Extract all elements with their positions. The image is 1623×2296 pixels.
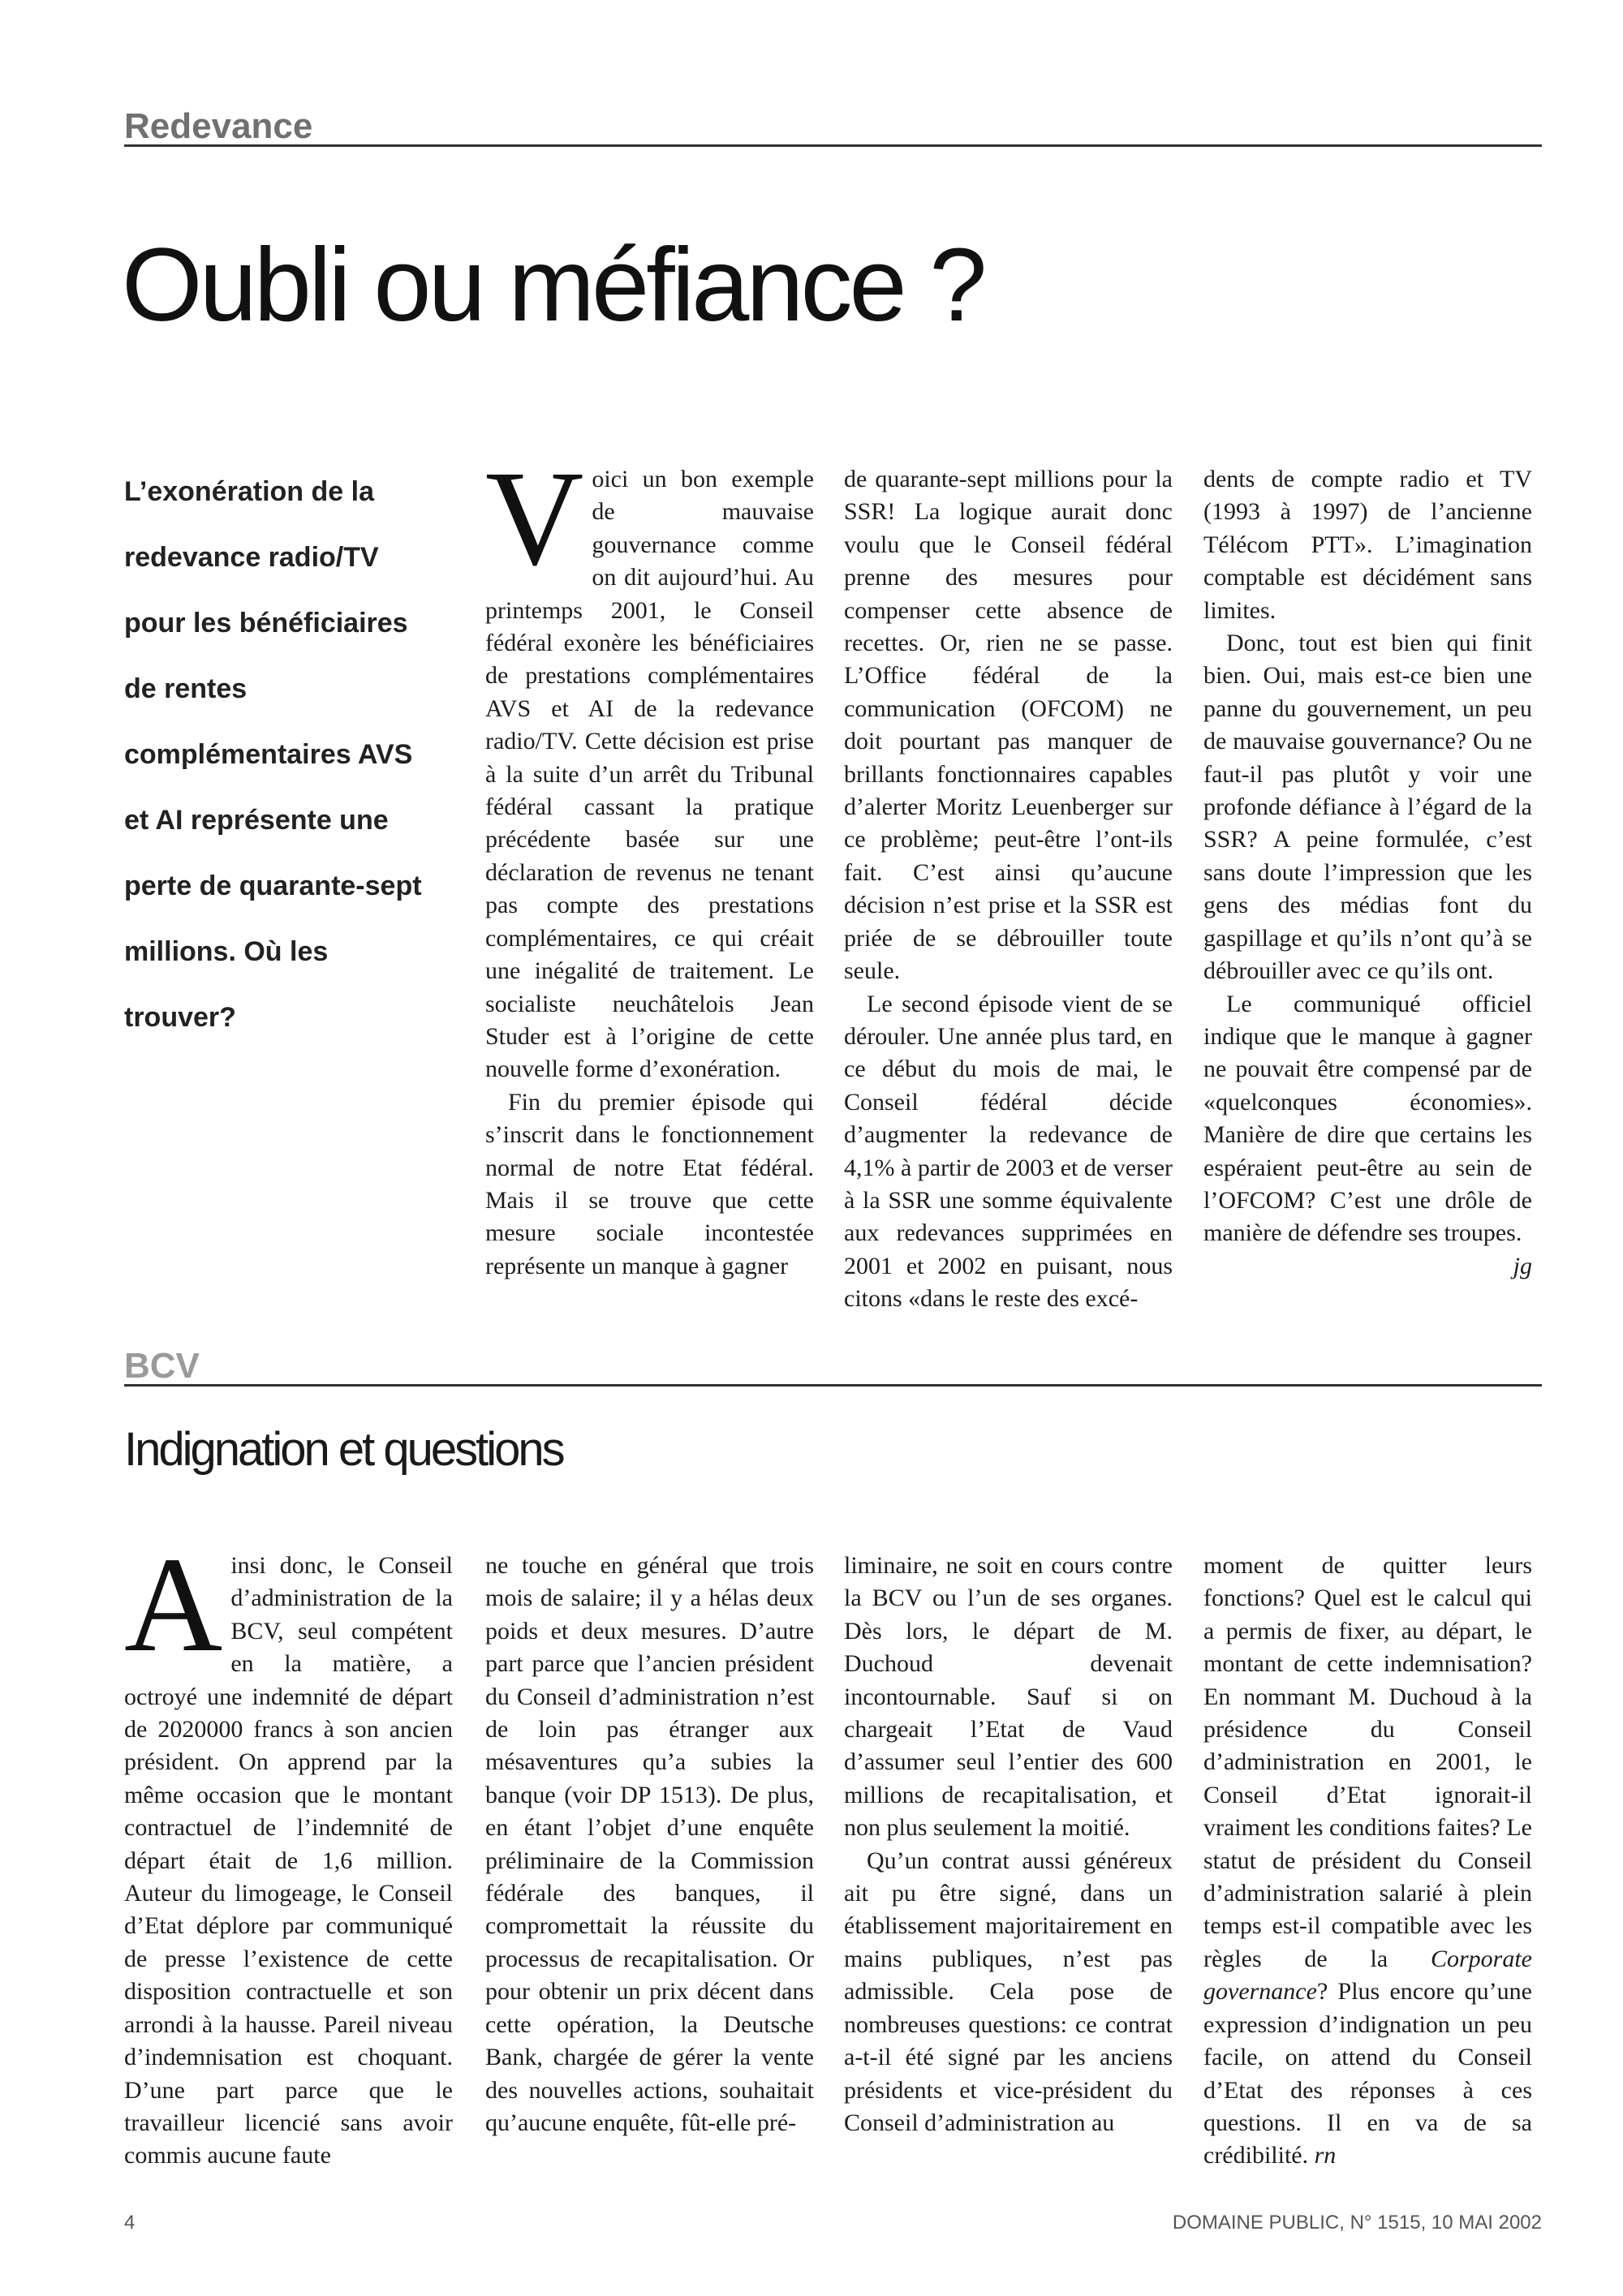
article-title: Indignation et questions (124, 1423, 563, 1476)
paragraph: Donc, tout est bien qui finit bien. Oui, mais est-ce bien une panne du gouvernement, un peu de mauvaise gouvernance? Ou ne faut-il pas plutôt y voir une profonde défiance à l’égard de la SSR? A peine formulée, c’est sans doute l’impression que les gens des médias font du gaspillage et qu’ils n’ont qu’à se débrouiller avec ce qu’ils ont. (1203, 630, 1532, 985)
paragraph: dents de compte radio et TV (1993 à 1997) de l’ancienne Télécom PTT». L’imagination comptable est décidément sans limites. (1203, 466, 1532, 624)
drop-cap: A (124, 1529, 223, 1680)
italic-term: Corporate governance (1203, 1945, 1532, 2006)
article-column-4 (1203, 1550, 1532, 2173)
section-rubric-redevance (124, 106, 1542, 147)
article-lead: L’exonération de la redevance radio/TV pour les bénéficiaires de rentes complémentaires AVS et AI représente une perte de quarante-sept millions. Où les trouver? (124, 476, 422, 1033)
paragraph: Qu’un contrat aussi généreux ait pu être signé, dans un établissement majoritairement en mains publiques, n’est pas admissible. Cela pose de nombreuses questions: ce contrat a-t-il été signé par les anciens présidents et vice-président du Conseil d’administration au (844, 1847, 1173, 2136)
rubric-label: Redevance (124, 106, 313, 146)
paragraph: de quarante-sept millions pour la SSR! La logique aurait donc voulu que le Conseil fédéral prenne des mesures pour compenser cette absence de recettes. Or, rien ne se passe. L’Office fédéral de la communication (OFCOM) ne doit pourtant pas manquer de brillants fonctionnaires capables d’alerter Moritz Leuenberger sur ce problème; peut-être l’ont-ils fait. C’est ainsi qu’aucune décision n’est prise et la SSR est priée de se débrouiller toute seule. (844, 466, 1173, 985)
article-column-3 (844, 1550, 1173, 2139)
author-signature: rn (1314, 2142, 1337, 2169)
page-number: 4 (124, 2212, 136, 2234)
article-column-3 (1203, 463, 1532, 1283)
paragraph: liminaire, ne soit en cours contre la BCV ou l’un de ses organes. Dès lors, le départ de M. Duchoud devenait incontournable. Sauf si on chargeait l’Etat de Vaud d’assumer seul l’entier des 600 millions de recapitalisation, et non plus seulement la moitié. (844, 1552, 1173, 1842)
publication-footer: DOMAINE PUBLIC, N° 1515, 10 MAI 2002 (1172, 2212, 1542, 2234)
paragraph: Le second épisode vient de se dérouler. Une année plus tard, en ce début du mois de mai, le Conseil fédéral décide d’augmenter la redevance de 4,1% à partir de 2003 et de verser à la SSR une somme équivalente aux redevances supprimées en 2001 et 2002 en puisant, nous citons «dans le reste des excé- (844, 990, 1173, 1313)
section-rubric-bcv (124, 1348, 1542, 1387)
article-column-2 (485, 1550, 814, 2139)
rubric-label: BCV (124, 1346, 200, 1386)
paragraph: Ainsi donc, le Conseil d’administration de la BCV, seul compétent en la matière, a octroyé une indemnité de départ de 2020000 francs à son ancien président. On apprend par la même occasion que le montant contractuel de l’indemnité de départ était de 1,6 million. Auteur du limogeage, le Conseil d’Etat déplore par communiqué de presse l’existence de cette disposition contractuelle et son arrondi à la hausse. Pareil niveau d’indemnisation est choquant. D’une part parce que le travailleur licencié sans avoir commis aucune faute (124, 1529, 453, 2169)
article-title: Oubli ou méfiance ? (122, 227, 984, 343)
paragraph: Le communiqué officiel indique que le manque à gagner ne pouvait être compensé par de «quelconques économies». Manière de dire que certains les espéraient peut-être au sein de l’OFCOM? C’est une drôle de manière de défendre ses troupes. jg (1203, 988, 1532, 1250)
author-signature: jg (1513, 1252, 1532, 1279)
article-column-1 (485, 443, 814, 1283)
paragraph: moment de quitter leurs fonctions? Quel est le calcul qui a permis de fixer, au départ, le montant de cette indemnisation? En nommant M. Duchoud à la présidence du Conseil d’administration en 2001, le Conseil d’Etat ignorait-il vraiment les conditions faites? Le statut de président du Conseil d’administration salarié à plein temps est-il compatible avec les règles de la Corporate governance? Plus encore qu’une expression d’indignation un peu facile, on attend du Conseil d’Etat des réponses à ces questions. Il en va de sa crédibilité. rn (1203, 1552, 1532, 2169)
paragraph: Voici un bon exemple de mauvaise gouvernance comme on dit aujourd’hui. Au printemps 2001, le Conseil fédéral exonère les bénéficiaires de prestations complémentaires AVS et AI de la redevance radio/TV. Cette décision est prise à la suite d’un arrêt du Tribunal fédéral cassant la pratique précédente basée sur une déclaration de revenus ne tenant pas compte des prestations complémentaires, ce qui créait une inégalité de traitement. Le socialiste neuchâtelois Jean Studer est à l’origine de cette nouvelle forme d’exonération. (485, 443, 814, 1083)
article-column-1 (124, 1529, 453, 2173)
article-column-2 (844, 463, 1173, 1316)
paragraph: Fin du premier épisode qui s’inscrit dans le fonctionnement normal de notre Etat fédéral. Mais il se trouve que cette mesure sociale incontestée représente un manque à gagner (485, 1088, 814, 1279)
paragraph: ne touche en général que trois mois de salaire; il y a hélas deux poids et deux mesures. D’autre part parce que l’ancien président du Conseil d’administration n’est de loin pas étranger aux mésaventures qu’a subies la banque (voir DP 1513). De plus, en étant l’objet d’une enquête préliminaire de la Commission fédérale des banques, il compromettait la réussite du processus de recapitalisation. Or pour obtenir un prix décent dans cette opération, la Deutsche Bank, chargée de gérer la vente des nouvelles actions, souhaitait qu’aucune enquête, fût-elle pré- (485, 1552, 814, 2136)
drop-cap: V (485, 443, 584, 594)
